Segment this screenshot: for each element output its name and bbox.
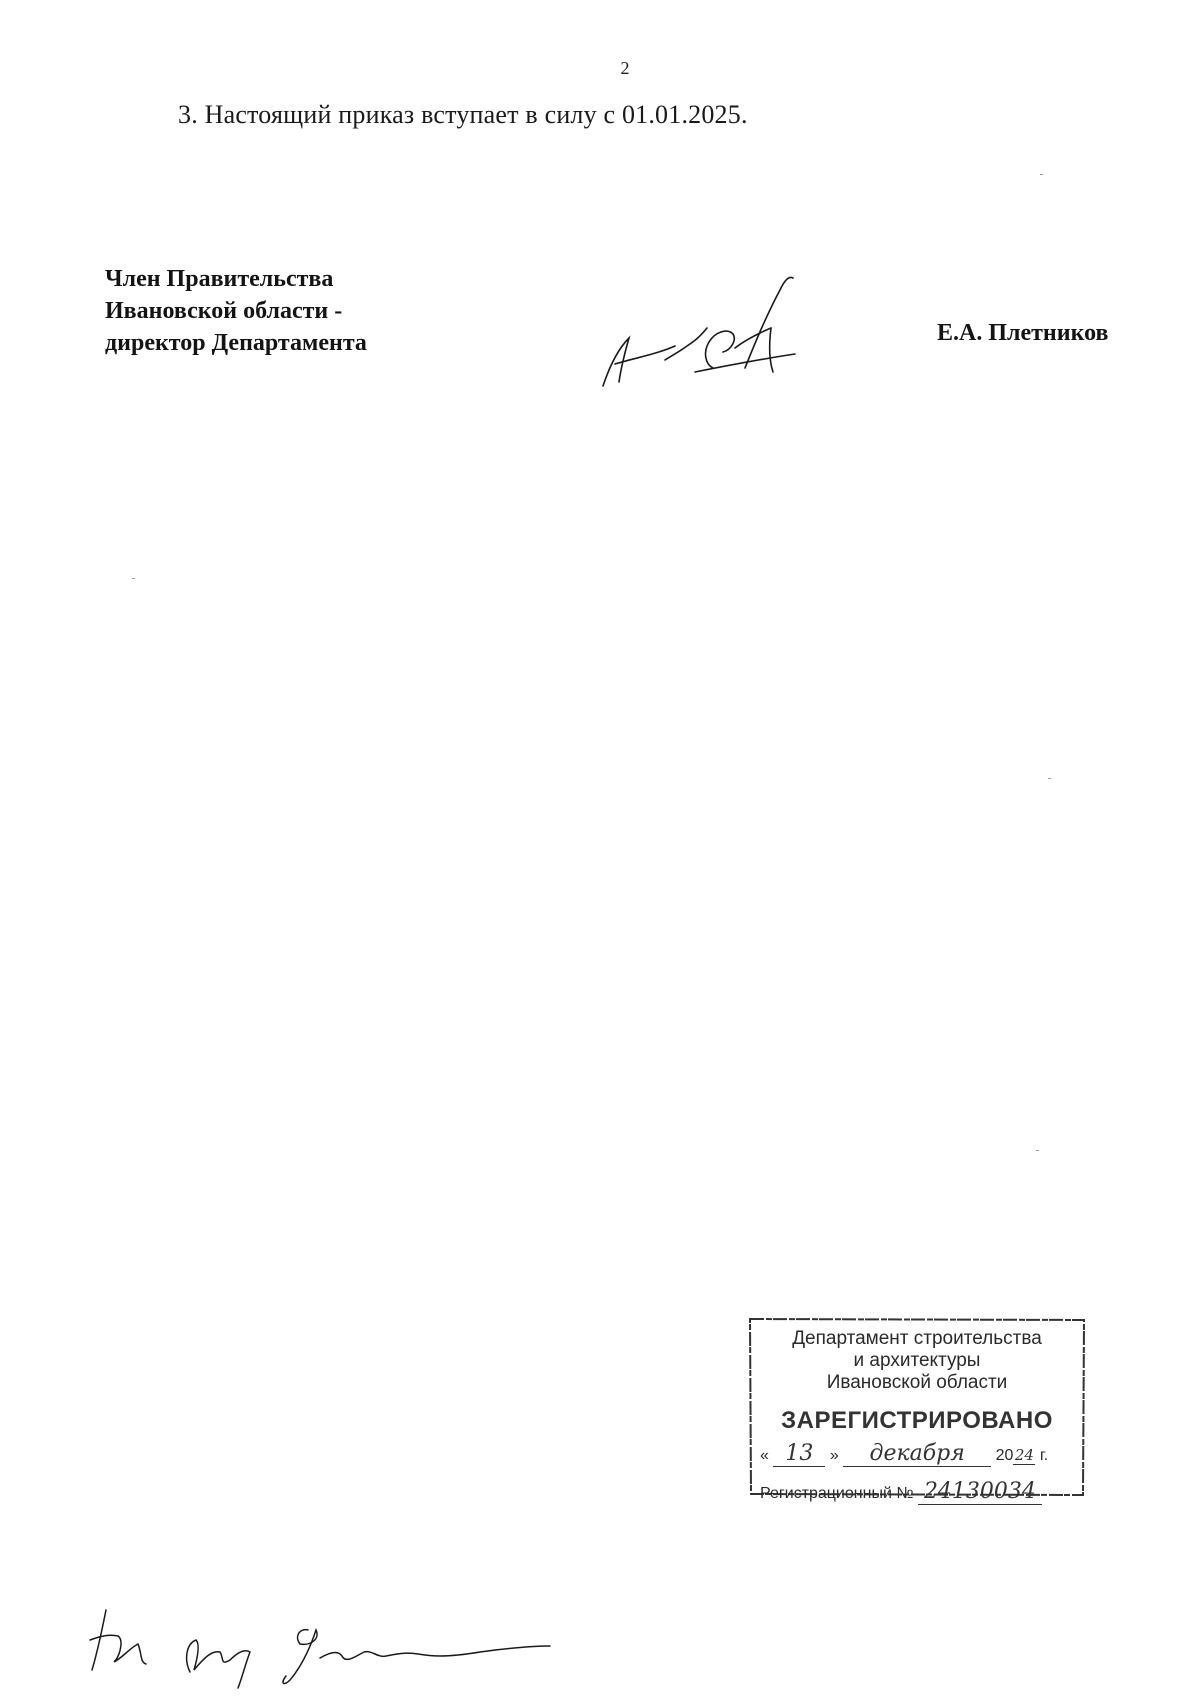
scan-speck bbox=[1036, 1150, 1039, 1151]
signer-name: Е.А. Плетников bbox=[937, 320, 1109, 346]
stamp-date-open: « bbox=[760, 1447, 769, 1464]
stamp-reg-number-row bbox=[760, 1479, 1042, 1505]
stamp-date-day: 13 bbox=[773, 1441, 825, 1467]
signer-title-line: Член Правительства bbox=[105, 266, 334, 292]
stamp-date-month: декабря bbox=[843, 1441, 991, 1467]
stamp-date-year-prefix: 20 bbox=[995, 1447, 1014, 1464]
stamp-org-line: Департамент строительства bbox=[792, 1328, 1042, 1349]
page-number: 2 bbox=[620, 58, 630, 78]
scan-speck bbox=[1040, 174, 1043, 175]
stamp-date-year-suffix: 24 bbox=[1014, 1446, 1034, 1464]
signer-title-line: директор Департамента bbox=[105, 330, 367, 356]
clause-text: 3. Настоящий приказ вступает в силу с 01.01.2025. bbox=[178, 100, 748, 129]
stamp-date-suffix: г. bbox=[1039, 1447, 1049, 1464]
registration-stamp bbox=[748, 1317, 1086, 1504]
stamp-date-mid: » bbox=[829, 1447, 839, 1464]
stamp-registered-label: ЗАРЕГИСТРИРОВАНО bbox=[781, 1407, 1053, 1434]
approval-initials-image bbox=[80, 1600, 560, 1695]
signer-title bbox=[105, 263, 367, 359]
stamp-reg-number: 24130034 bbox=[918, 1479, 1042, 1505]
scan-speck bbox=[132, 578, 135, 579]
stamp-org-line: Ивановской области bbox=[826, 1372, 1008, 1393]
signer-title-line: Ивановской области - bbox=[105, 298, 343, 324]
stamp-date bbox=[760, 1441, 1048, 1467]
stamp-org-line: и архитектуры bbox=[853, 1350, 981, 1371]
scan-speck bbox=[1048, 778, 1051, 779]
signature-image bbox=[595, 268, 835, 398]
stamp-reg-label: Регистрационный № bbox=[760, 1485, 914, 1502]
